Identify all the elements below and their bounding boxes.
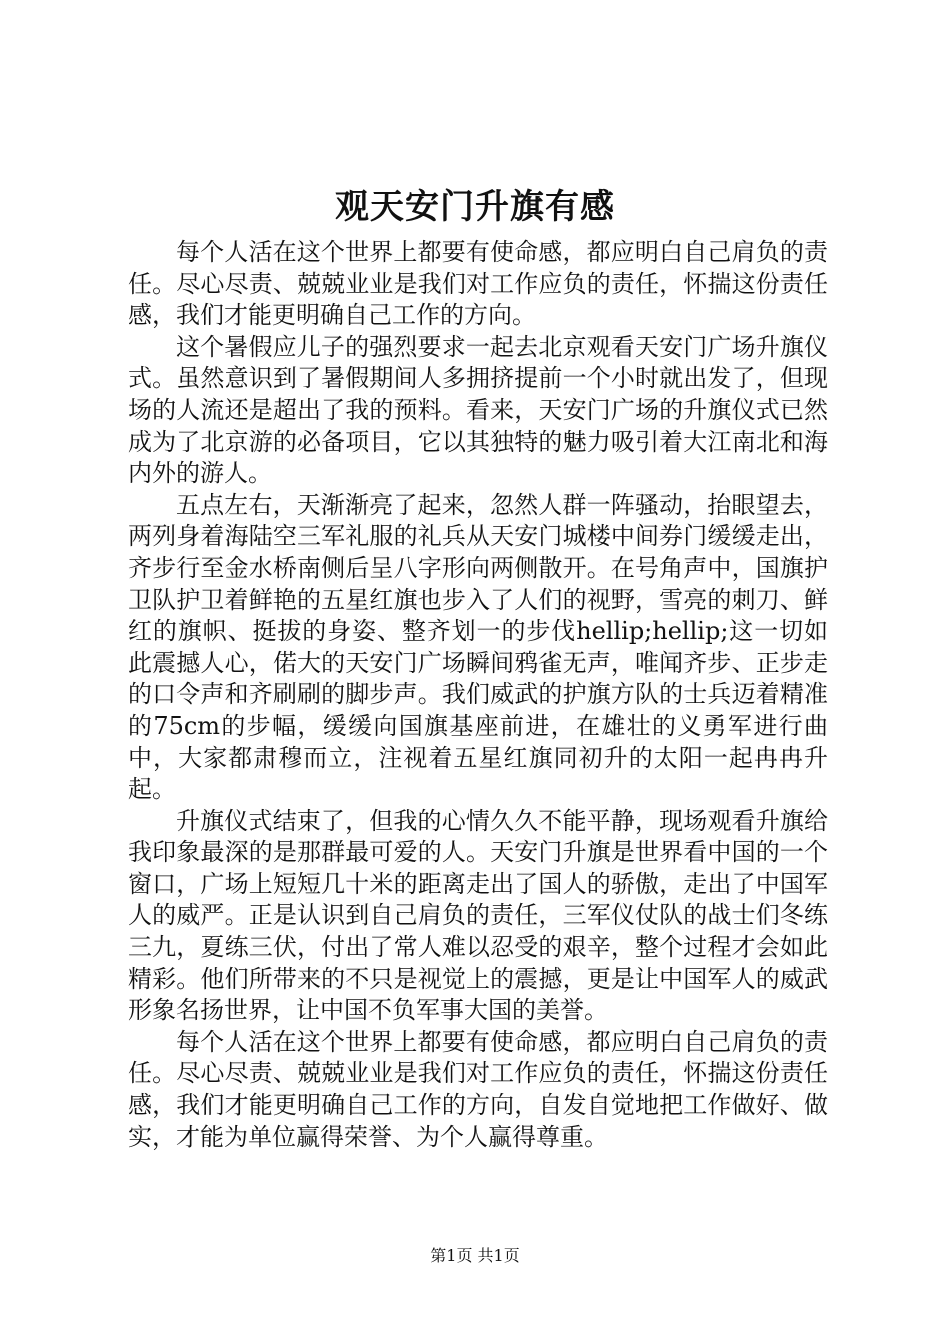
document-body (128, 237, 828, 1153)
paragraph-1: 每个人活在这个世界上都要有使命感，都应明白自己肩负的责任。尽心尽责、兢兢业业是我们对工作应负的责任，怀揣这份责任感，我们才能更明确自己工作的方向。 (128, 238, 828, 330)
paragraph-3: 五点左右，天渐渐亮了起来，忽然人群一阵骚动，抬眼望去，两列身着海陆空三军礼服的礼兵从天安门城楼中间券门缓缓走出，齐步行至金水桥南侧后呈八字形向两侧散开。在号角声中，国旗护卫队护卫着鲜艳的五星红旗也步入了人们的视野，雪亮的刺刀、鲜红的旗帜、挺拔的身姿、整齐划一的步伐hellip;hellip;这一切如此震撼人心，偌大的天安门广场瞬间鸦雀无声，唯闻齐步、正步走的口令声和齐刷刷的脚步声。我们威武的护旗方队的士兵迈着精准的75cm的步幅，缓缓向国旗基座前进，在雄壮的义勇军进行曲中，大家都肃穆而立，注视着五星红旗同初升的太阳一起冉冉升起。 (128, 490, 828, 804)
paragraph-4: 升旗仪式结束了，但我的心情久久不能平静，现场观看升旗给我印象最深的是那群最可爱的人。天安门升旗是世界看中国的一个窗口，广场上短短几十米的距离走出了国人的骄傲，走出了中国军人的威严。正是认识到自己肩负的责任，三军仪仗队的战士们冬练三九，夏练三伏，付出了常人难以忍受的艰辛，整个过程才会如此精彩。他们所带来的不只是视觉上的震撼，更是让中国军人的威武形象名扬世界，让中国不负军事大国的美誉。 (128, 806, 828, 1025)
page-footer: 第1页 共1页 (430, 1246, 520, 1265)
paragraph-2: 这个暑假应儿子的强烈要求一起去北京观看天安门广场升旗仪式。虽然意识到了暑假期间人多拥挤提前一个小时就出发了，但现场的人流还是超出了我的预料。看来，天安门广场的升旗仪式已然成为了北京游的必备项目，它以其独特的魅力吸引着大江南北和海内外的游人。 (128, 332, 828, 488)
document-title: 观天安门升旗有感 (335, 187, 615, 227)
paragraph-5: 每个人活在这个世界上都要有使命感，都应明白自己肩负的责任。尽心尽责、兢兢业业是我们对工作应负的责任，怀揣这份责任感，我们才能更明确自己工作的方向，自发自觉地把工作做好、做实，才能为单位赢得荣誉、为个人赢得尊重。 (128, 1027, 828, 1151)
